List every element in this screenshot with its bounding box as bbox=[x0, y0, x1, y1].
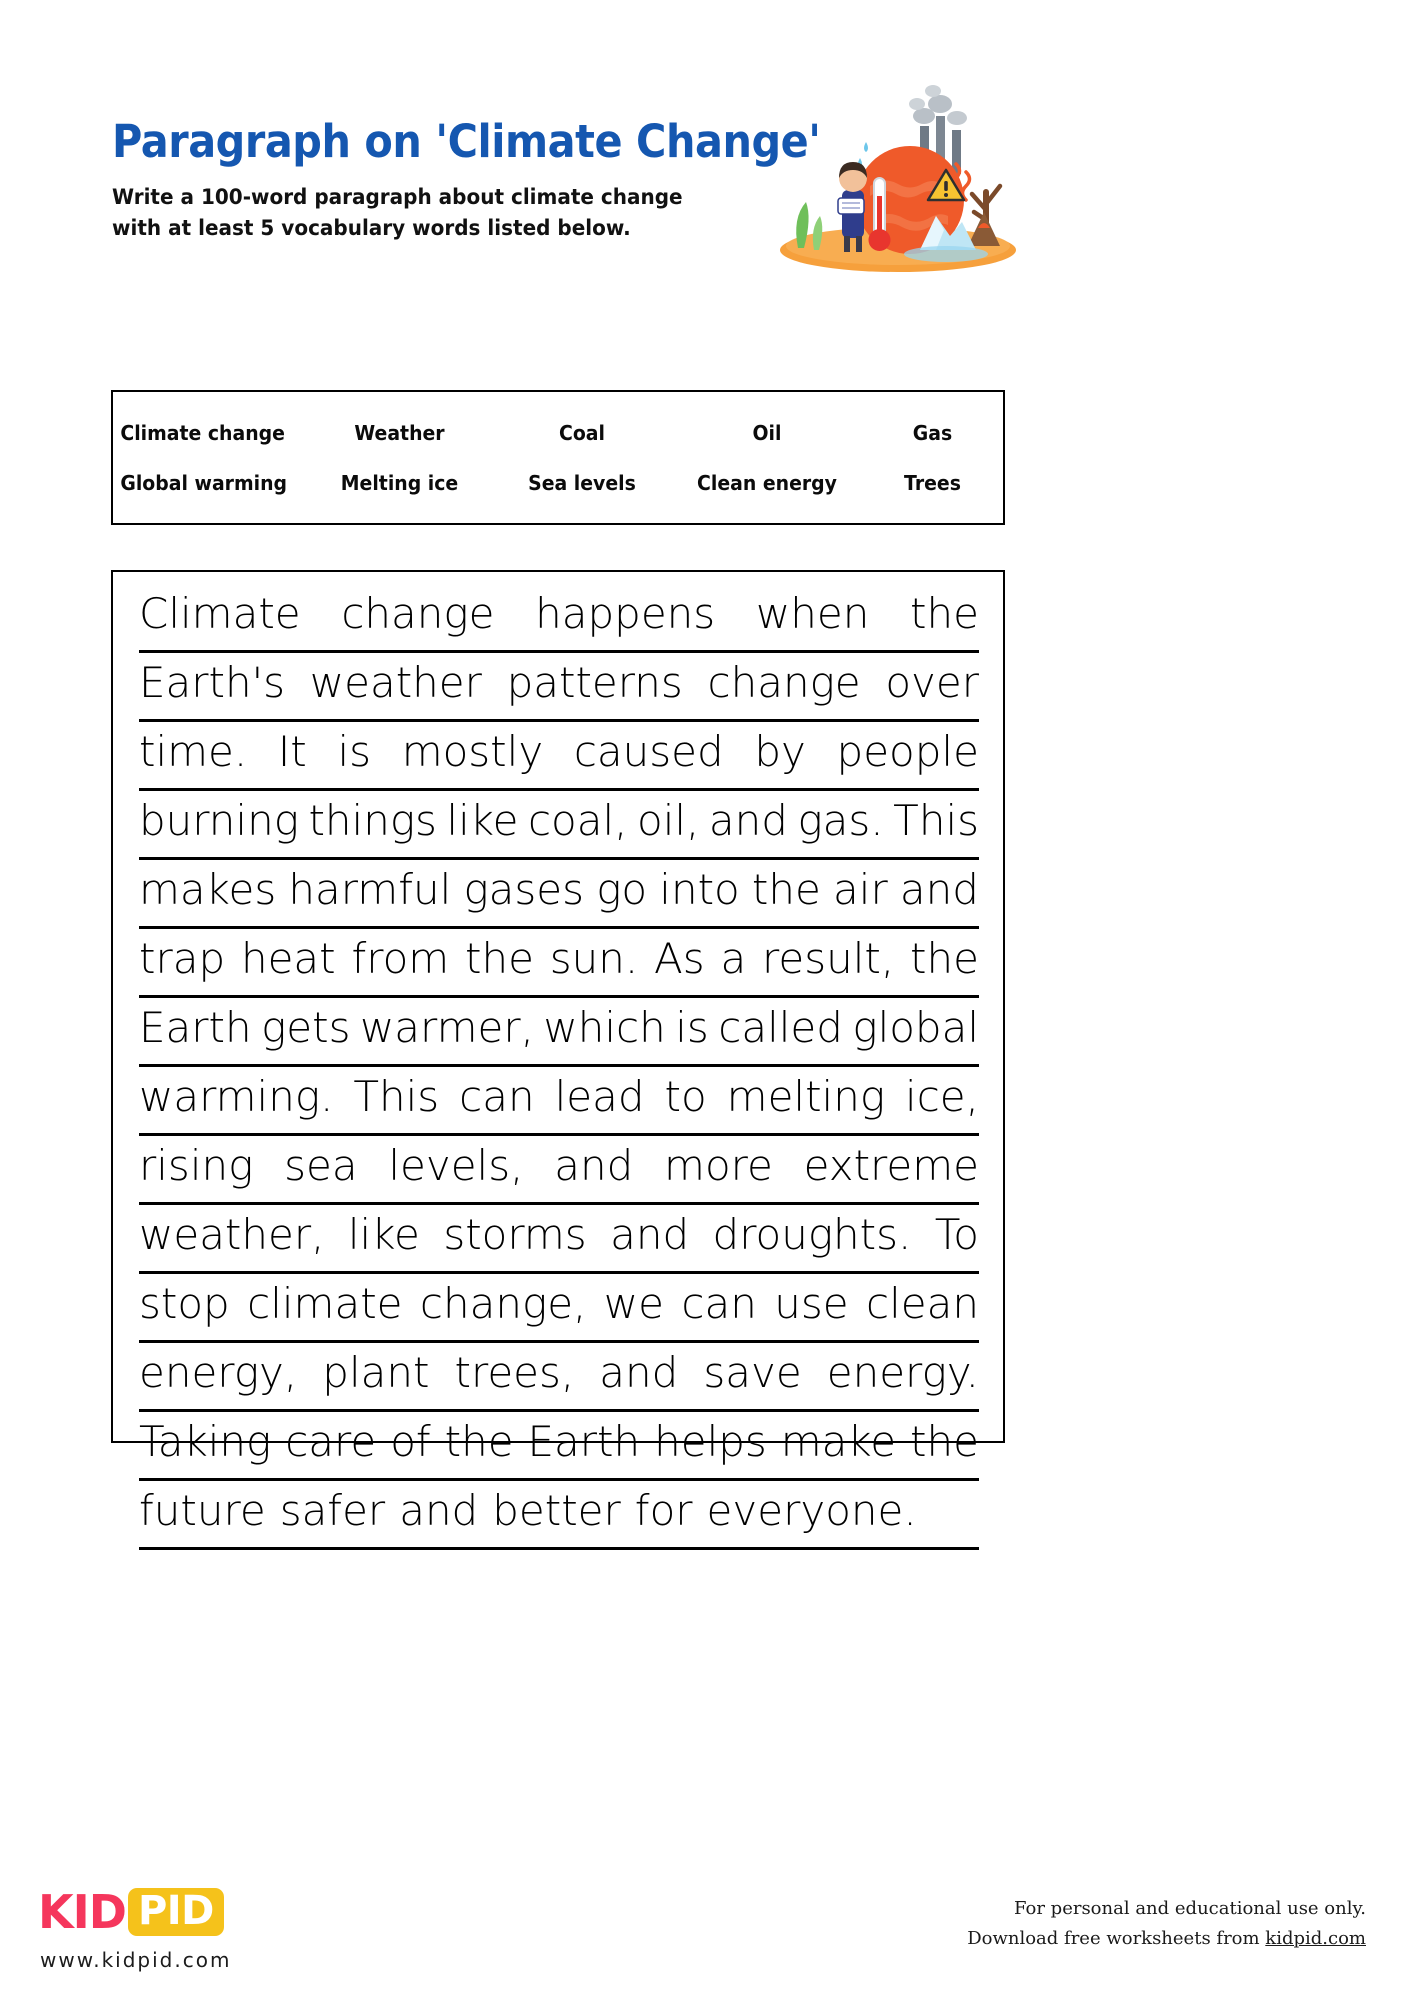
answer-lines-container bbox=[139, 584, 979, 1550]
answer-word: which bbox=[543, 1003, 666, 1052]
answer-word: harmful bbox=[288, 865, 452, 914]
answer-word: air bbox=[833, 865, 888, 914]
answer-line bbox=[139, 1274, 979, 1343]
answer-word: rising bbox=[139, 1141, 254, 1190]
answer-word: It bbox=[277, 727, 307, 776]
answer-word: is bbox=[337, 727, 372, 776]
answer-writing-area[interactable] bbox=[111, 570, 1005, 1535]
answer-word: ice, bbox=[905, 1072, 979, 1121]
logo-kid-text: KID bbox=[38, 1885, 126, 1939]
answer-word: like bbox=[446, 796, 519, 845]
answer-word: droughts. bbox=[712, 1210, 912, 1259]
vocabulary-row bbox=[113, 408, 1003, 458]
answer-line bbox=[139, 1343, 979, 1412]
answer-word: weather bbox=[309, 658, 482, 707]
answer-word: Earth's bbox=[139, 658, 286, 707]
answer-word: things bbox=[308, 796, 437, 845]
answer-word: and bbox=[610, 1210, 690, 1259]
answer-word: by bbox=[754, 727, 806, 776]
answer-line bbox=[139, 1205, 979, 1274]
answer-word: trap bbox=[139, 934, 226, 983]
answer-word: change bbox=[341, 589, 495, 638]
answer-word: helps bbox=[654, 1417, 767, 1466]
answer-word: coal, bbox=[527, 796, 628, 845]
answer-word: Taking bbox=[139, 1417, 272, 1466]
answer-word: future bbox=[139, 1486, 266, 1535]
vocabulary-word: Trees bbox=[904, 470, 961, 495]
answer-word: makes bbox=[139, 865, 277, 914]
answer-word: better bbox=[492, 1486, 621, 1535]
answer-word: warmer, bbox=[359, 1003, 534, 1052]
answer-word: mostly bbox=[401, 727, 544, 776]
worksheet-header bbox=[112, 115, 1302, 308]
answer-word: clean bbox=[866, 1279, 979, 1328]
vocabulary-word: Oil bbox=[752, 420, 782, 445]
answer-word: make bbox=[780, 1417, 897, 1466]
answer-word: to bbox=[664, 1072, 707, 1121]
answer-line bbox=[139, 929, 979, 998]
answer-word: sun. bbox=[549, 934, 639, 983]
footer-notice-prefix: Download free worksheets from bbox=[967, 1927, 1266, 1949]
instructions-text: Write a 100-word paragraph about climate change with at least 5 vocabulary words listed below. bbox=[112, 185, 683, 241]
answer-word: trees, bbox=[454, 1348, 575, 1397]
answer-word: when bbox=[755, 589, 870, 638]
answer-word: levels, bbox=[388, 1141, 524, 1190]
answer-word: patterns bbox=[506, 658, 683, 707]
answer-word: This bbox=[893, 796, 979, 845]
answer-word: happens bbox=[535, 589, 716, 638]
vocabulary-word: Climate change bbox=[120, 420, 285, 445]
answer-word: gets bbox=[261, 1003, 351, 1052]
answer-word: and bbox=[399, 1486, 479, 1535]
answer-word: use bbox=[774, 1279, 849, 1328]
vocabulary-row bbox=[113, 458, 1003, 508]
climate-change-illustration bbox=[770, 78, 1020, 278]
answer-word: weather, bbox=[139, 1210, 325, 1259]
answer-word: heat bbox=[240, 934, 336, 983]
vocabulary-word: Global warming bbox=[120, 470, 288, 495]
answer-line bbox=[139, 1136, 979, 1205]
answer-word: To bbox=[934, 1210, 979, 1259]
answer-line bbox=[139, 860, 979, 929]
page-footer bbox=[0, 1880, 1414, 2000]
answer-word: Earth bbox=[139, 1003, 252, 1052]
answer-line bbox=[139, 584, 979, 653]
answer-word: over bbox=[885, 658, 979, 707]
answer-word: the bbox=[465, 934, 534, 983]
answer-word: energy, bbox=[139, 1348, 298, 1397]
answer-word: burning bbox=[139, 796, 299, 845]
answer-word: called bbox=[718, 1003, 843, 1052]
kidpid-link[interactable]: kidpid.com bbox=[1265, 1927, 1366, 1949]
answer-word: and bbox=[554, 1141, 634, 1190]
answer-line bbox=[139, 1412, 979, 1481]
answer-word: of bbox=[390, 1417, 431, 1466]
kidpid-logo bbox=[38, 1885, 224, 1939]
vocabulary-word: Melting ice bbox=[340, 470, 459, 495]
answer-word: the bbox=[910, 1417, 979, 1466]
answer-word: everyone. bbox=[706, 1486, 917, 1535]
answer-word: the bbox=[444, 1417, 514, 1466]
answer-word: we bbox=[603, 1279, 664, 1328]
answer-line bbox=[139, 1481, 979, 1550]
answer-word: energy. bbox=[826, 1348, 979, 1397]
answer-word: more bbox=[664, 1141, 773, 1190]
answer-word: plant bbox=[322, 1348, 430, 1397]
vocabulary-word: Coal bbox=[559, 420, 605, 445]
answer-word: into bbox=[659, 865, 740, 914]
answer-word: can bbox=[681, 1279, 757, 1328]
answer-word: the bbox=[910, 589, 979, 638]
answer-word: climate bbox=[247, 1279, 403, 1328]
answer-word: Climate bbox=[139, 589, 301, 638]
answer-word: and bbox=[708, 796, 788, 845]
answer-word: oil, bbox=[637, 796, 700, 845]
website-url: www.kidpid.com bbox=[40, 1948, 232, 1972]
answer-word: change, bbox=[419, 1279, 587, 1328]
answer-word: like bbox=[347, 1210, 420, 1259]
answer-word: stop bbox=[139, 1279, 230, 1328]
answer-word: caused bbox=[573, 727, 724, 776]
answer-word: lead bbox=[554, 1072, 645, 1121]
footer-notice bbox=[967, 1894, 1366, 1953]
answer-line bbox=[139, 653, 979, 722]
answer-word: storms bbox=[443, 1210, 587, 1259]
answer-word: sea bbox=[284, 1141, 358, 1190]
answer-word: can bbox=[459, 1072, 535, 1121]
answer-word: a bbox=[720, 934, 747, 983]
answer-word: safer bbox=[279, 1486, 386, 1535]
answer-word: and bbox=[599, 1348, 679, 1397]
answer-line bbox=[139, 998, 979, 1067]
footer-notice-line2 bbox=[967, 1924, 1366, 1954]
answer-line bbox=[139, 1067, 979, 1136]
answer-word: warming. bbox=[139, 1072, 334, 1121]
answer-word: care bbox=[285, 1417, 377, 1466]
answer-word: is bbox=[675, 1003, 709, 1052]
footer-notice-line1: For personal and educational use only. bbox=[1014, 1898, 1366, 1919]
page-title: Paragraph on 'Climate Change' bbox=[112, 115, 821, 168]
vocabulary-word: Sea levels bbox=[528, 470, 636, 495]
answer-word: As bbox=[654, 934, 705, 983]
vocabulary-word: Clean energy bbox=[697, 470, 837, 495]
answer-word: This bbox=[353, 1072, 440, 1121]
answer-word: and bbox=[899, 865, 979, 914]
answer-word: from bbox=[351, 934, 450, 983]
answer-word: Earth bbox=[527, 1417, 641, 1466]
answer-word: save bbox=[703, 1348, 802, 1397]
answer-word: gases bbox=[463, 865, 584, 914]
answer-line bbox=[139, 791, 979, 860]
answer-word: go bbox=[596, 865, 648, 914]
vocabulary-word-bank bbox=[111, 390, 1005, 525]
answer-word: gas. bbox=[797, 796, 884, 845]
answer-word: result, bbox=[762, 934, 895, 983]
answer-word: melting bbox=[726, 1072, 886, 1121]
answer-word: change bbox=[707, 658, 861, 707]
answer-word: the bbox=[751, 865, 821, 914]
vocabulary-word: Gas bbox=[912, 420, 953, 445]
logo-pid-text: PID bbox=[128, 1888, 224, 1936]
answer-line bbox=[139, 722, 979, 791]
answer-word: global bbox=[852, 1003, 979, 1052]
answer-word: people bbox=[836, 727, 979, 776]
answer-word: extreme bbox=[803, 1141, 979, 1190]
answer-word: for bbox=[634, 1486, 693, 1535]
vocabulary-word: Weather bbox=[354, 420, 445, 445]
answer-word: the bbox=[910, 934, 979, 983]
answer-word: time. bbox=[139, 727, 248, 776]
